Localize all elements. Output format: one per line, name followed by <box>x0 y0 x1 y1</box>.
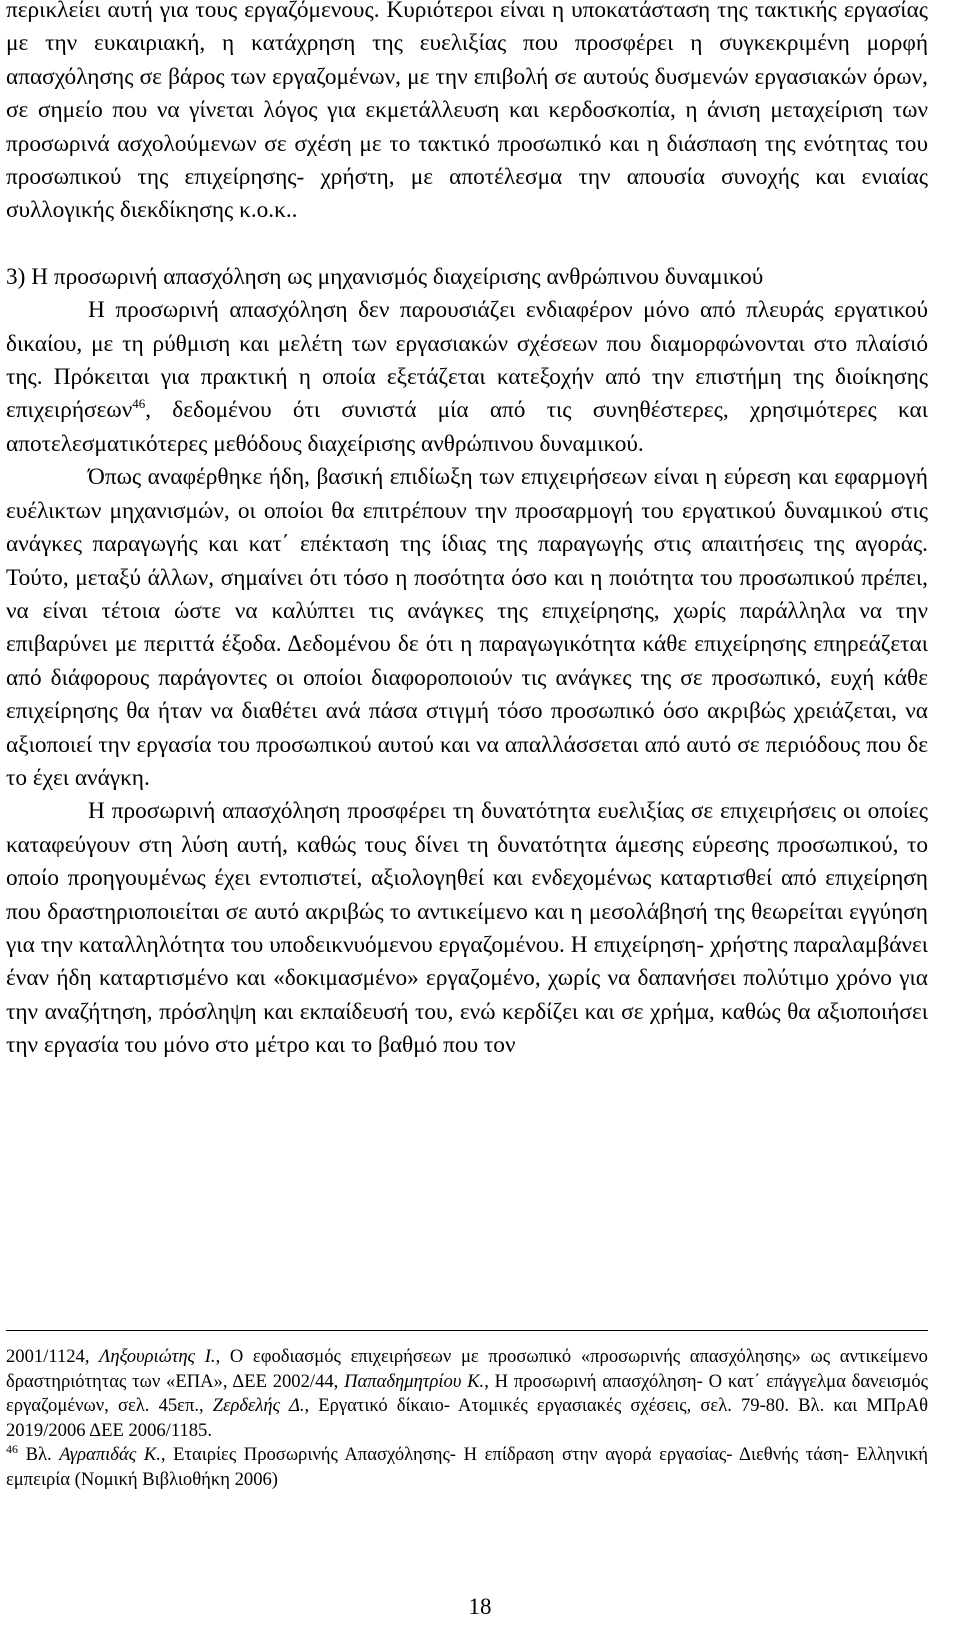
footnote-text: , Εταιρίες Προσωρινής Απασχόλησης- Η επίδραση στην αγορά εργασίας- Διεθνής τάση- Ελληνική εμπειρία (Νομική Βιβλιοθήκη 2006) <box>6 1444 928 1490</box>
footnote-text: , Εργατικό δίκαιο- Ατομικές εργασιακές σχέσεις, σελ. 79-80. Βλ. και ΜΠρΑθ 2019/2006 ΔΕΕ 2006/1185. <box>6 1395 928 1441</box>
paragraph: Όπως αναφέρθηκε ήδη, βασική επιδίωξη των επιχειρήσεων είναι η εύρεση και εφαρμογή ευέλικτων μηχανισμών, οι οποίοι θα επιτρέπουν την προσαρμογή του εργατικού δυναμικού στις ανάγκες παραγωγής και κατ΄ επέκταση της ίδιας της παραγωγής στις απαιτήσεις της αγοράς. Τούτο, μεταξύ άλλων, σημαίνει ότι τόσο η ποσότητα όσο και η ποιότητα του προσωπικού πρέπει, να είναι τέτοια ώστε να καλύπτει τις ανάγκες της επιχείρησης, χωρίς παράλληλα να την επιβαρύνει με περιττά έξοδα. Δεδομένου δε ότι η παραγωγικότητα κάθε επιχείρησης επηρεάζεται από διάφορους παράγοντες οι οποίοι διαφοροποιούν τις ανάγκες της σε προσωπικό, ευχή κάθε επιχείρησης θα ήταν να διαθέτει ανά πάσα στιγμή τόσο προσωπικό όσο ακριβώς χρειάζεται, να αξιοποιεί την εργασία του προσωπικού αυτού και να απαλλάσσεται από αυτό σε περιόδους που δε το έχει ανάγκη. <box>6 464 928 791</box>
footnote-author: Παπαδημητρίου Κ. <box>344 1370 485 1392</box>
footnote-text: , Ο εφοδιασμός επιχειρήσεων με προσωπικό «προσωρινής απασχόλησης» ως αντικείμενο δραστηριότητας των «ΕΠΑ», ΔΕΕ 2002/44, <box>6 1346 928 1392</box>
paragraph-text: Η προσωρινή απασχόληση δεν παρουσιάζει ενδιαφέρον μόνο από πλευράς εργατικού δικαίου, με τη ρύθμιση και μελέτη των εργασιακών σχέσεων που διαμορφώνονται στο πλαίσιό της. Πρόκειται για πρακτική η οποία εξετάζεται κατεξοχήν από την επιστήμη της διοίκησης επιχειρήσεων <box>6 297 928 424</box>
footnote-author: Ζερδελής Δ. <box>212 1395 305 1417</box>
paragraph-text: , δεδομένου ότι συνιστά μία από τις συνηθέστερες, χρησιμότερες και αποτελεσματικότερες μεθόδους διαχείρισης ανθρώπινου δυναμικού. <box>6 397 928 457</box>
footnote-text: 2001/1124, <box>6 1346 100 1367</box>
footnote-text: Βλ. <box>18 1444 60 1466</box>
footnote-continued <box>6 1345 928 1443</box>
footnote-separator <box>6 1330 928 1331</box>
footnote-author: Αγραπιδάς Κ. <box>59 1444 161 1466</box>
section-heading: 3) Η προσωρινή απασχόληση ως μηχανισμός διαχείρισης ανθρώπινου δυναμικού <box>6 263 764 290</box>
footnote-46 <box>6 1443 928 1492</box>
footnote-number: 46 <box>6 1442 18 1457</box>
footnote-reference[interactable]: 46 <box>132 396 146 412</box>
body-text <box>6 0 928 1063</box>
footnote-text: , Η προσωρινή απασχόληση- Ο κατ΄ επάγγελμα δανεισμός εργαζομένων, σελ. 45επ., <box>6 1370 928 1417</box>
page-number: 18 <box>468 1594 492 1619</box>
footnote-author: Ληξουριώτης Ι. <box>99 1346 216 1367</box>
paragraph <box>6 294 928 461</box>
paragraph-continued: περικλείει αυτή για τους εργαζόμενους. Κυριότεροι είναι η υποκατάσταση της τακτικής εργασίας με την ευκαιριακή, η κατάχρηση της ευελιξίας που προσφέρει η συγκεκριμένη μορφή απασχόλησης σε βάρος των εργαζομένων, με την επιβολή σε αυτούς δυσμενών εργασιακών όρων, σε σημείο που να γίνεται λόγος για εκμετάλλευση και κερδοσκοπία, η άνιση μεταχείριση των προσωρινά ασχολούμενων σε σχέση με το τακτικό προσωπικό και η διάσπαση της ενότητας του προσωπικού της επιχείρησης- χρήστη, με αποτέλεσμα την απουσία συνοχής και ενιαίας συλλογικής διεκδίκησης κ.ο.κ.. <box>6 0 928 224</box>
footnotes <box>6 1345 928 1493</box>
paragraph: Η προσωρινή απασχόληση προσφέρει τη δυνατότητα ευελιξίας σε επιχειρήσεις οι οποίες καταφεύγουν στη λύση αυτή, καθώς τους δίνει τη δυνατότητα άμεσης εύρεσης προσωπικού, το οποίο προηγουμένως έχει εντοπιστεί, αξιολογηθεί και ενδεχομένως καταρτισθεί από επιχείρηση που δραστηριοποιείται σε αυτό ακριβώς το αντικείμενο και η μεσολάβησή της θεωρείται εγγύηση για την καταλληλότητα του υποδεικνυόμενου εργαζομένου. Η επιχείρηση- χρήστης παραλαμβάνει έναν ήδη καταρτισμένο και «δοκιμασμένο» εργαζομένο, χωρίς να δαπανήσει πολύτιμο χρόνο για την αναζήτηση, πρόσληψη και εκπαίδευσή του, ενώ κερδίζει και σε χρήμα, καθώς θα αξιοποιήσει την εργασία του μόνο στο μέτρο και το βαθμό που τον <box>6 798 928 1059</box>
